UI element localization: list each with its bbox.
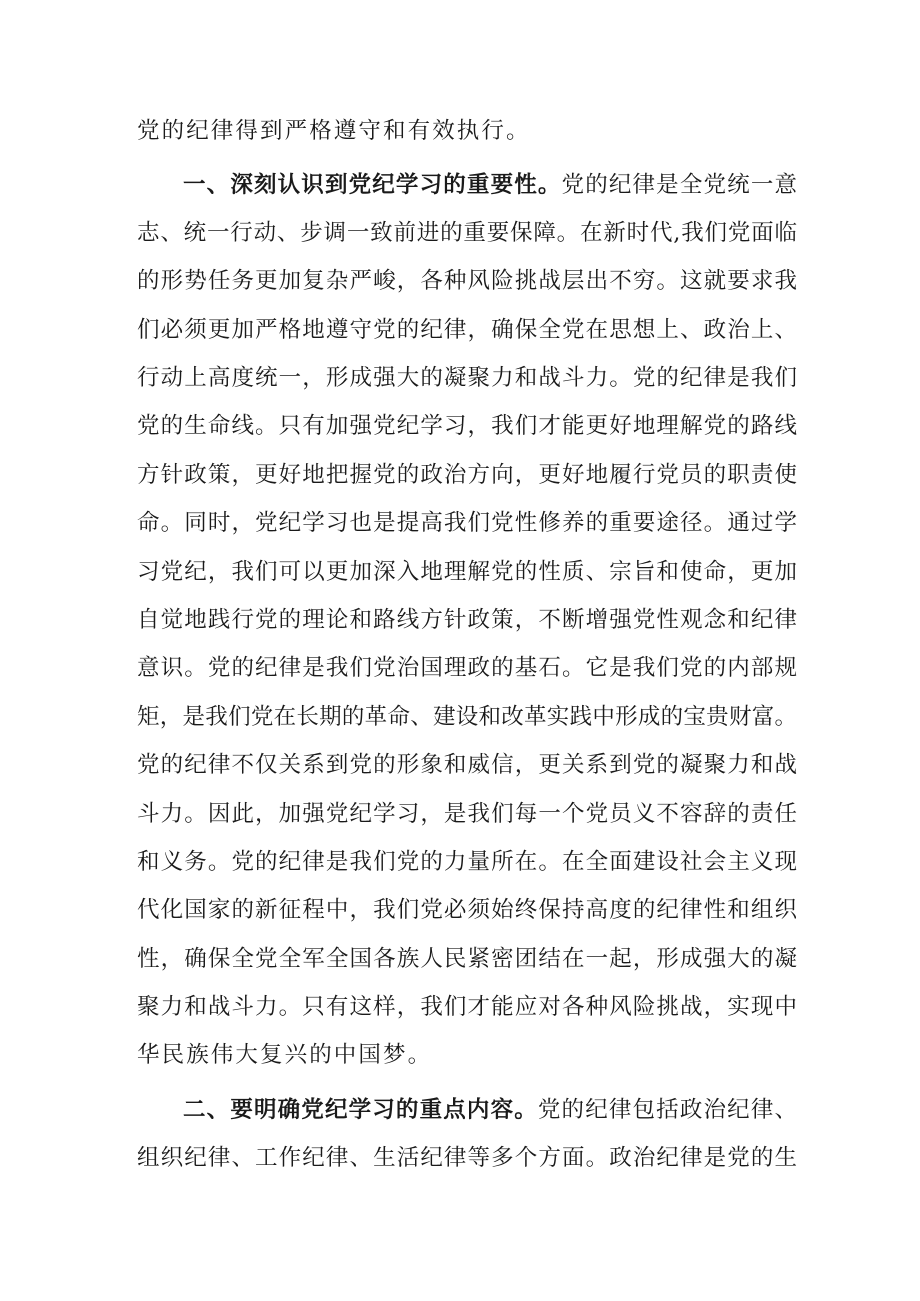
text-line: 志、统一行动、步调一致前进的重要保障。在新时代,我们党面临 (137, 220, 797, 246)
text-line: 意识。党的纪律是我们党治国理政的基石。它是我们党的内部规 (137, 655, 797, 681)
text-line: 和义务。党的纪律是我们党的力量所在。在全面建设社会主义现 (137, 849, 797, 875)
text-line: 行动上高度统一，形成强大的凝聚力和战斗力。党的纪律是我们 (137, 365, 797, 391)
text-line: 党的生命线。只有加强党纪学习，我们才能更好地理解党的路线 (137, 413, 797, 439)
text-line: 党的纪律得到严格遵守和有效执行。 (137, 118, 531, 144)
text-line: 聚力和战斗力。只有这样，我们才能应对各种风险挑战，实现中 (137, 994, 797, 1020)
text-line: 组织纪律、工作纪律、生活纪律等多个方面。政治纪律是党的生 (137, 1145, 797, 1171)
section-2-text: 党的纪律包括政治纪律、 (537, 1097, 797, 1123)
text-line: 自觉地践行党的理论和路线方针政策，不断增强党性观念和纪律 (137, 607, 797, 633)
section-2-first-line (183, 1095, 797, 1125)
section-1-text: 党的纪律是全党统一意 (561, 172, 797, 198)
text-line: 命。同时，党纪学习也是提高我们党性修养的重要途径。通过学 (137, 510, 797, 536)
text-line: 华民族伟大复兴的中国梦。 (137, 1042, 433, 1068)
text-line: 们必须更加严格地遵守党的纪律，确保全党在思想上、政治上、 (137, 317, 797, 343)
text-line: 的形势任务更加复杂严峻，各种风险挑战层出不穷。这就要求我 (137, 268, 797, 294)
section-1-first-line (183, 170, 797, 200)
section-1-heading: 一、深刻认识到党纪学习的重要性。 (183, 172, 562, 198)
text-line: 代化国家的新征程中，我们党必须始终保持高度的纪律性和组织 (137, 897, 797, 923)
text-line: 党的纪律不仅关系到党的形象和威信，更关系到党的凝聚力和战 (137, 752, 797, 778)
section-2-heading: 二、要明确党纪学习的重点内容。 (183, 1097, 538, 1123)
text-line: 习党纪，我们可以更加深入地理解党的性质、宗旨和使命，更加 (137, 559, 797, 585)
text-line: 斗力。因此，加强党纪学习，是我们每一个党员义不容辞的责任 (137, 801, 797, 827)
text-line: 性，确保全党全军全国各族人民紧密团结在一起，形成强大的凝 (137, 946, 797, 972)
text-line: 矩，是我们党在长期的革命、建设和改革实践中形成的宝贵财富。 (137, 704, 797, 730)
text-line: 方针政策，更好地把握党的政治方向，更好地履行党员的职责使 (137, 462, 797, 488)
